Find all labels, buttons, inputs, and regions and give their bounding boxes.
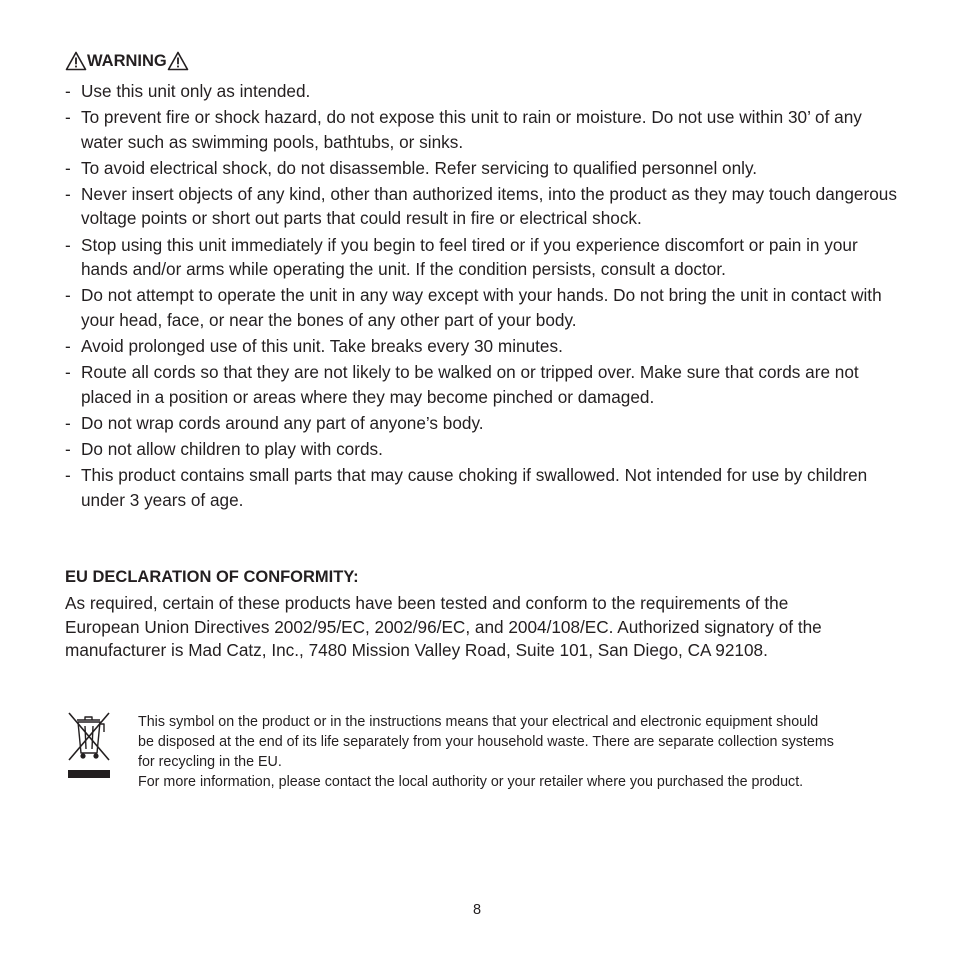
weee-disposal-notice xyxy=(138,712,838,792)
list-item: - Stop using this unit immediately if you begin to feel tired or if you experience discomfort or pain in your hands and/or arms while operating the unit. If the condition persists, consult a doctor. xyxy=(65,233,905,282)
crossed-out-wheelie-bin-icon xyxy=(66,710,112,782)
list-item: - Do not attempt to operate the unit in any way except with your hands. Do not bring the unit in contact with your head, face, or near the bones of any other part of your body. xyxy=(65,283,905,332)
warning-item-text: Do not attempt to operate the unit in any way except with your hands. Do not bring the unit in contact with your head, face, or near the bones of any other part of your body. xyxy=(81,285,882,330)
list-item: - This product contains small parts that may cause choking if swallowed. Not intended for use by children under 3 years of age. xyxy=(65,463,905,512)
warning-item-text: Use this unit only as intended. xyxy=(81,81,311,101)
warning-item-text: Do not wrap cords around any part of anyone’s body. xyxy=(81,412,484,433)
list-item: - Never insert objects of any kind, other than authorized items, into the product as they may touch dangerous voltage points or short out parts that could result in fire or electrical shock. xyxy=(65,182,905,231)
list-item: - To avoid electrical shock, do not disassemble. Refer servicing to qualified personnel only. xyxy=(65,156,905,180)
list-item: - To prevent fire or shock hazard, do not expose this unit to rain or moisture. Do not use within 30’ of any water such as swimming pools, bathtubs, or sinks. xyxy=(65,105,905,154)
warning-item-text: To avoid electrical shock, do not disassemble. Refer servicing to qualified personnel only. xyxy=(81,157,758,178)
list-item: - Use this unit only as intended. xyxy=(65,79,905,103)
list-item: - Route all cords so that they are not likely to be walked on or tripped over. Make sure that cords are not placed in a position or areas where they may become pinched or damaged. xyxy=(65,360,905,409)
warning-item-text: Never insert objects of any kind, other than authorized items, into the product as they may touch dangerous voltage points or short out parts that could result in fire or electrical shock. xyxy=(81,184,897,229)
weee-notice-line: This symbol on the product or in the instructions means that your electrical and electronic equipment should be disposed at the end of its life separately from your household waste. There are separate collection systems for recycling in the EU. xyxy=(138,714,834,770)
list-item: - Do not allow children to play with cords. xyxy=(65,437,905,461)
warning-item-text: Do not allow children to play with cords. xyxy=(81,439,383,460)
page-number: 8 xyxy=(472,902,482,918)
eu-declaration-heading: EU DECLARATION OF CONFORMITY: xyxy=(65,568,359,586)
warning-list xyxy=(65,79,905,514)
list-item: - Avoid prolonged use of this unit. Take breaks every 30 minutes. xyxy=(65,334,905,358)
warning-item-text: Stop using this unit immediately if you begin to feel tired or if you experience discomfort or pain in your hands and/or arms while operating the unit. If the condition persists, consult a doctor. xyxy=(81,234,858,280)
warning-item-text: Route all cords so that they are not likely to be walked on or tripped over. Make sure that cords are not placed in a position or areas where they may become pinched or damaged. xyxy=(81,362,859,407)
eu-declaration-paragraph: As required, certain of these products have been tested and conform to the requirements of the European Union Directives 2002/95/EC, 2002/96/EC, and 2004/108/EC. Authorized signatory of the manufacturer is Mad Catz, Inc., 7480 Mission Valley Road, Suite 101, San Diego, CA 92108. xyxy=(65,593,822,660)
warning-heading xyxy=(65,50,189,72)
warning-item-text: This product contains small parts that may cause choking if swallowed. Not intended for use by children under 3 years of age. xyxy=(81,465,868,510)
warning-item-text: To prevent fire or shock hazard, do not expose this unit to rain or moisture. Do not use within 30’ of any water such as swimming pools, bathtubs, or sinks. xyxy=(81,107,862,152)
warning-item-text: Avoid prolonged use of this unit. Take breaks every 30 minutes. xyxy=(81,335,563,356)
warning-triangle-icon xyxy=(65,51,87,71)
weee-notice-line: For more information, please contact the local authority or your retailer where you purchased the product. xyxy=(138,774,804,790)
warning-triangle-icon xyxy=(167,51,189,71)
list-item: - Do not wrap cords around any part of anyone’s body. xyxy=(65,411,905,435)
warning-heading-text: WARNING xyxy=(87,52,167,70)
